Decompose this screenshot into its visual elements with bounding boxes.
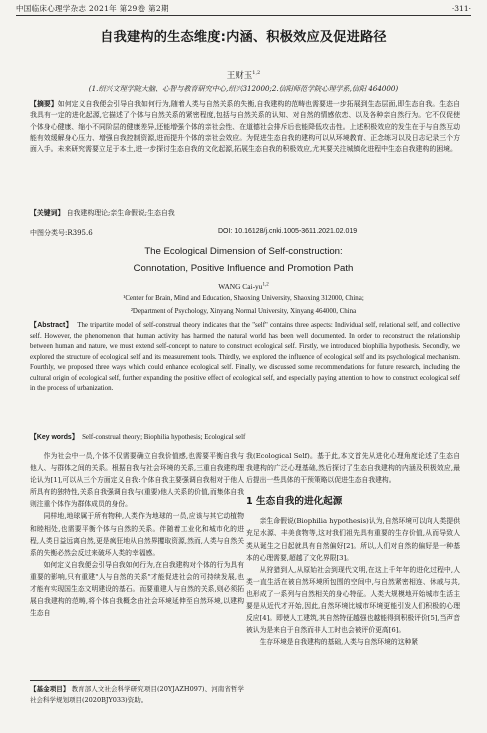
title-english-line2: Connotation, Positive Influence and Promotion Path — [133, 263, 354, 274]
funding-label: 【基金项目】 — [30, 685, 70, 693]
body-paragraph: 生存环境是自我建构的基础,人类与自然环境的这种紧 — [259, 638, 419, 647]
affiliation-english-1: ¹Center for Brain, Mind and Education, Shaoxing University, Shaoxing 312000, China; — [123, 295, 364, 302]
journal-citation: 中国临床心理学杂志 2021年 第29卷 第2期 — [16, 4, 169, 13]
keywords-english — [30, 433, 460, 444]
funding-text: 教育部人文社会科学研究项目(20YJAZH097)、河南省哲学社会科学规划项目(2020BJY033)资助。 — [30, 685, 244, 704]
keywords-chinese — [30, 208, 460, 219]
body-paragraph: 从狩猎到人,从原始社会到现代文明,在这上千年年的进化过程中,人类一直生活在被自然环境所包围的空间中,与自然紧密相连、休戚与共,也形成了一系列与自然相关的身心特征。人类大规模地开始城市生活主要是从近代才开始,因此,自然环境比城市环境更能引发人们积极的心理反应[4]。即使人工建筑,其自然特征越强也越能得到积极评价[5],当声音被认为是来自于自然而非人工时也会被评价更高[6]。 — [246, 565, 460, 635]
affiliation-chinese: (1.绍兴文理学院大脑、心智与教育研究中心,绍兴312000;2.信阳师范学院心理学系,信阳 464000) — [88, 84, 399, 93]
body-paragraph: 我(Ecological Self)。基于此,本文首先从进化心理角度论述了生态自我建构的广泛心理基础,然后探讨了生态自我建构的内涵及积极效应,最后提出一些具体的干预策略以促进生态自我建构。 — [246, 452, 460, 485]
title-chinese: 自我建构的生态维度:内涵、积极效应及促进路径 — [100, 30, 387, 45]
author-en-affil-marker: 1,2 — [262, 282, 269, 288]
title-english-line1: The Ecological Dimension of Self-construction: — [144, 246, 343, 257]
abstract-en-text: The tripartite model of self-construal theory indicates that the "self" contains three aspects: Individual self, relational self, and collective self. However, the phenomenon that human activity has harmed the natural world has been well documented. In order to reconstruct the relationship between human and nature, we must extend self-concept to nature to construct ecological self. Firstly, we introduced biophilia hypothesis. Secondly, we explored the structure of ecological self and its measurement tools. Thirdly, we explored the influence of ecological self and its psychological mechanism. Fourthly, we proposed three ways which could enhance ecological self. Finally, we discussed some recommendations for future research, including the cultural origin of ecological self, further expanding the positive effect of ecological self, and especially paying attention to how to construct ecological self in the process of urbanization. — [30, 322, 461, 392]
keywords-en-text: Self-construal theory; Biophilia hypothesis; Ecological self — [82, 434, 246, 441]
keywords-label: 【关键词】 — [30, 209, 65, 217]
author-name-en: WANG Cai-yu — [218, 282, 263, 291]
author-name: 王财玉 — [226, 71, 253, 81]
doi: DOI: 10.16128/j.cnki.1005-3611.2021.02.019 — [218, 228, 358, 235]
affiliation-english-2: ²Department of Psychology, Xinyang Normal University, Xinyang 464000, China — [130, 308, 357, 315]
keywords-en-label: 【Key words】 — [30, 434, 79, 441]
abstract-english — [30, 321, 460, 395]
body-paragraph: 亲生命假说(Biophilia hypothesis)认为,自然环境可以向人类提供充足水源、丰美食物等,这对我们祖先具有重要的生存价值,从而导致人类从诞生之日起就具有自然偏好[2]。所以,人们对自然的偏好是一种基本的心理需要,超越了文化界限[3]。 — [246, 517, 460, 562]
body-column-right — [246, 450, 460, 648]
classification-number: 中图分类号:R395.6 — [30, 229, 93, 237]
abstract-chinese — [30, 99, 460, 155]
body-paragraph: 作为社会中一员,个体不仅需要确立自我价值感,也需要平衡自我与他人、与群体之间的关系。根据自我与社会环境的关系,三重自我建构理论认为[1],可以从三个方面定义自我:个体自我主要强调自我相对于他人所具有的独特性,关系自我强调自我与(重要)他人关系的价值,而集体自我则注重个体作为群体成员的身份。 — [30, 452, 244, 509]
abstract-label: 【摘要】 — [30, 100, 58, 108]
author-affil-marker: 1,2 — [252, 70, 261, 77]
section-heading: 1 生态自我的进化起源 — [246, 496, 343, 508]
page-number: ·311· — [451, 4, 471, 13]
author-english — [0, 282, 487, 291]
running-header — [16, 3, 471, 16]
funding-note — [30, 684, 244, 706]
body-paragraph: 同样地,地球属于所有物种,人类作为地球的一员,应该与其它动植物和睦相处,也需要平衡个体与自然的关系。伴随着工业化和城市化的进程,人类日益远离自然,更是疯狂地从自然界攫取资源,然而,人类与自然关系的失衡必然会反过来破坏人类的幸福感。 — [30, 512, 244, 557]
abstract-en-label: 【Abstract】 — [30, 322, 73, 329]
author-chinese — [0, 69, 487, 81]
body-paragraph: 如何定义自我便会引导自我如何行为,在自我建构对个体的行为具有重要的影响,只有重建"人与自然的关系"才能促进社会的可持续发展,也才能有实现国生态文明建设的基石。而要重建人与自然的关系,则必须拓展自我建构的范畴,将个体自我概念由社会环境延伸至自然环境,以建构生态自 — [30, 560, 244, 618]
footnote-rule — [30, 680, 140, 681]
keywords-text: 自我建构理论;亲生命假说;生态自我 — [66, 209, 175, 217]
abstract-text: 如何定义自我便会引导自我如何行为,随着人类与自然关系的失衡,自我建构的范畴也需要进一步拓展到生态层面,即生态自我。生态自我具有一定的进化起源,它描述了个体与自然关系的紧密程度,包括与自然关系的认知、对自然的情感依恋、以及各种亲自然行为。它不仅促使个体身心健康、缩小不同阶层的健康差异,还能增强个体的亲社会性、在道德社会排斥后也能降低攻击性。上述积极效应的发生在于与自然互动能有效缓解身心压力、增强自我控制资源,进而提升个体的亲社会效应。为促进生态自我的建构可以从环境教育、正念练习以及日志记录三个方面入手。未来研究需要立足于本土,进一步探讨生态自我的文化起源,拓展生态自我的积极效应,尤其要关注城镇化进程中生态自我建构的困境。 — [30, 100, 460, 154]
body-column-left — [30, 450, 244, 619]
